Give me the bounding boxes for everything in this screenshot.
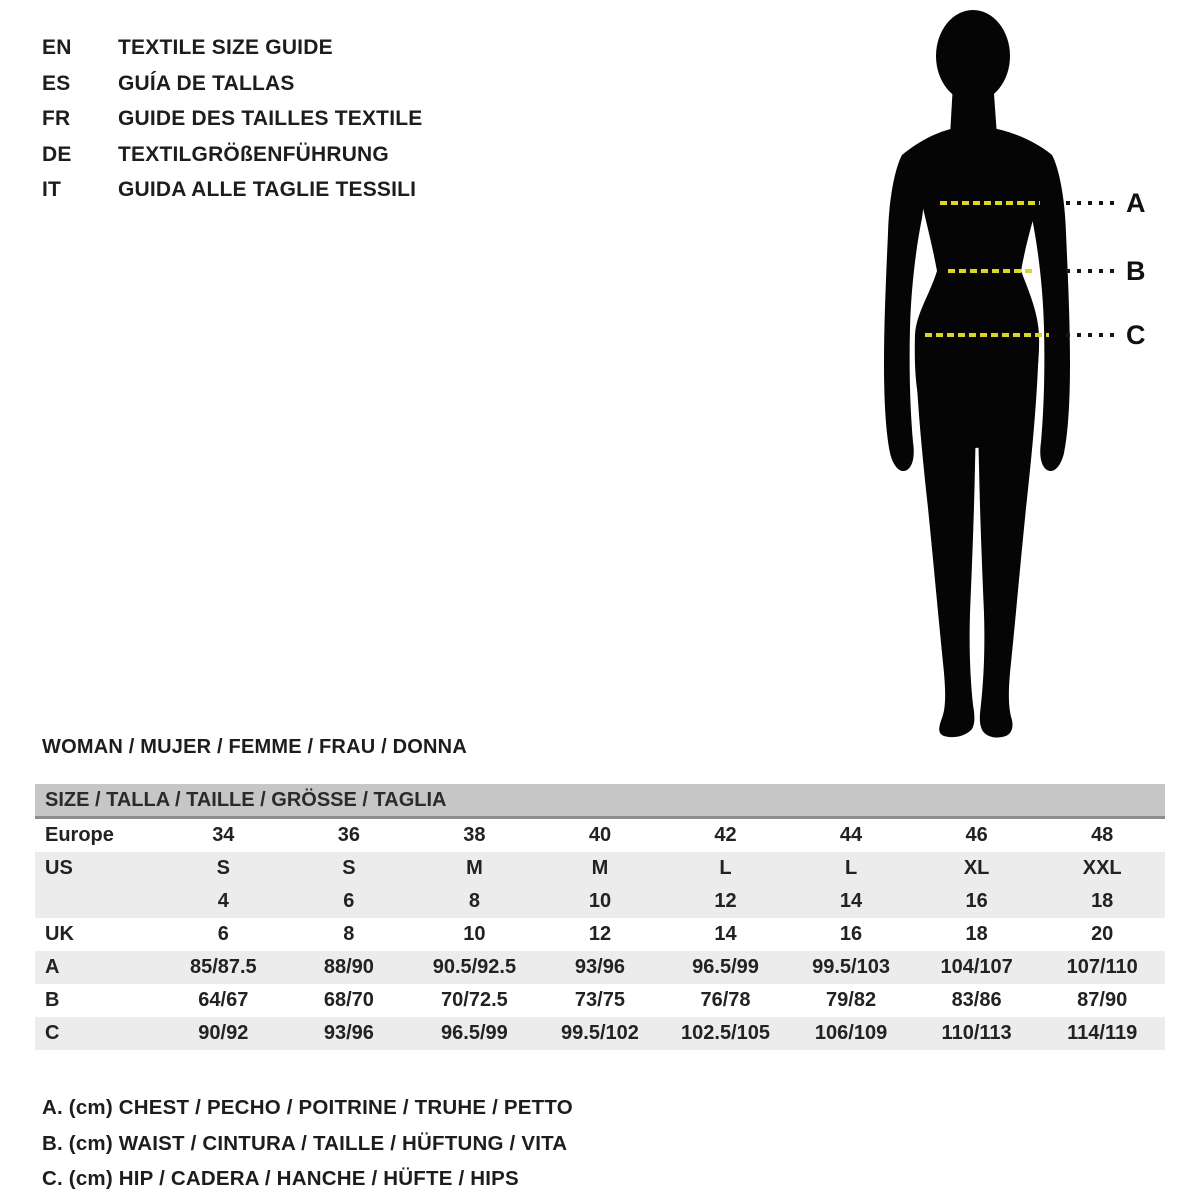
cell: 40 — [588, 824, 612, 846]
lang-title: TEXTILE SIZE GUIDE — [118, 36, 333, 59]
cell: 88/90 — [286, 951, 412, 984]
cell: 16 — [914, 885, 1040, 918]
waist-measure-line — [948, 269, 1032, 273]
cell: 73/75 — [574, 989, 625, 1011]
cell: 8 — [343, 923, 355, 945]
table-row-europe — [35, 818, 1165, 853]
cell: 99.5/102 — [537, 1017, 663, 1050]
cell: 70/72.5 — [441, 989, 508, 1011]
table-header: SIZE / TALLA / TAILLE / GRÖSSE / TAGLIA — [35, 784, 1165, 818]
hip-measure-line — [925, 333, 1049, 337]
table-row-hip — [35, 1017, 1165, 1050]
cell: 46 — [965, 824, 988, 846]
cell: 48 — [1091, 824, 1114, 846]
row-label: C — [35, 1017, 161, 1050]
cell: 14 — [788, 885, 914, 918]
cell: 20 — [1091, 923, 1114, 945]
section-title: WOMAN / MUJER / FEMME / FRAU / DONNA — [42, 736, 467, 758]
legend-hip: C. (cm) HIP / CADERA / HANCHE / HÜFTE / HIPS — [42, 1167, 519, 1190]
legend-chest: A. (cm) CHEST / PECHO / POITRINE / TRUHE / PETTO — [42, 1096, 573, 1119]
row-label: UK — [45, 923, 74, 945]
cell: 83/86 — [951, 989, 1002, 1011]
lang-row-es — [42, 66, 422, 102]
cell: 110/113 — [914, 1017, 1040, 1050]
table-row-uk — [35, 918, 1165, 951]
cell: 93/96 — [537, 951, 663, 984]
cell: 93/96 — [286, 1017, 412, 1050]
cell: 36 — [337, 824, 360, 846]
legend-waist: B. (cm) WAIST / CINTURA / TAILLE / HÜFTUNG / VITA — [42, 1131, 568, 1155]
cell: 12 — [663, 885, 789, 918]
cell: 76/78 — [700, 989, 751, 1011]
table-row-us-numbers — [35, 885, 1165, 918]
lang-row-de — [42, 137, 422, 173]
row-label: Europe — [45, 824, 114, 846]
cell: 10 — [537, 885, 663, 918]
cell: 6 — [217, 923, 229, 945]
cell: S — [286, 852, 412, 885]
lang-code: ES — [42, 71, 71, 95]
cell: 42 — [714, 824, 737, 846]
lang-title: GUIDE DES TAILLES TEXTILE — [118, 107, 423, 130]
cell: 14 — [714, 923, 737, 945]
cell: M — [537, 852, 663, 885]
cell: 18 — [965, 923, 988, 945]
waist-label: B — [1126, 256, 1146, 286]
cell: 68/70 — [323, 989, 374, 1011]
cell: XL — [914, 852, 1040, 885]
lang-code: DE — [42, 142, 72, 166]
table-header-row — [35, 784, 1165, 818]
size-table — [35, 784, 1165, 1050]
lang-code: FR — [42, 107, 71, 130]
cell: 44 — [839, 824, 863, 846]
cell: M — [412, 852, 538, 885]
measurement-legend — [42, 1090, 573, 1197]
measurement-figure — [880, 8, 1200, 748]
cell: 16 — [839, 923, 863, 945]
cell: 10 — [463, 923, 486, 945]
table-row-chest — [35, 951, 1165, 984]
cell: 6 — [286, 885, 412, 918]
row-label: US — [35, 852, 161, 885]
cell: 104/107 — [914, 951, 1040, 984]
cell: 64/67 — [198, 989, 249, 1011]
lang-code: IT — [42, 178, 62, 201]
cell: L — [663, 852, 789, 885]
table-row-us-letters — [35, 852, 1165, 885]
cell: 107/110 — [1039, 951, 1165, 984]
cell: 4 — [161, 885, 287, 918]
cell: 18 — [1039, 885, 1165, 918]
row-label — [35, 885, 161, 918]
cell: 79/82 — [826, 989, 877, 1011]
lang-title: TEXTILGRÖßENFÜHRUNG — [118, 142, 389, 166]
cell: 96.5/99 — [412, 1017, 538, 1050]
cell: S — [161, 852, 287, 885]
cell: 114/119 — [1039, 1017, 1165, 1050]
hip-label: C — [1126, 320, 1146, 350]
cell: 87/90 — [1077, 989, 1128, 1011]
woman-silhouette-icon — [880, 8, 1100, 743]
cell: 99.5/103 — [788, 951, 914, 984]
lang-row-fr — [42, 101, 422, 137]
lang-title: GUIDA ALLE TAGLIE TESSILI — [118, 178, 417, 201]
row-label: B — [45, 989, 60, 1011]
row-label: A — [35, 951, 161, 984]
cell: 8 — [412, 885, 538, 918]
cell: 12 — [588, 923, 612, 945]
cell: 38 — [463, 824, 486, 846]
cell: 96.5/99 — [663, 951, 789, 984]
cell: 85/87.5 — [161, 951, 287, 984]
chest-leader-line — [1066, 201, 1114, 205]
waist-leader-line — [1066, 269, 1114, 273]
lang-code: EN — [42, 36, 72, 59]
lang-title: GUÍA DE TALLAS — [118, 71, 295, 95]
hip-leader-line — [1066, 333, 1114, 337]
cell: 102.5/105 — [663, 1017, 789, 1050]
cell: 106/109 — [788, 1017, 914, 1050]
cell: L — [788, 852, 914, 885]
cell: 34 — [212, 824, 235, 846]
chest-measure-line — [940, 201, 1040, 205]
table-row-waist — [35, 984, 1165, 1017]
cell: XXL — [1039, 852, 1165, 885]
chest-label: A — [1126, 188, 1146, 218]
cell: 90/92 — [161, 1017, 287, 1050]
cell: 90.5/92.5 — [412, 951, 538, 984]
language-title-list — [42, 30, 422, 208]
lang-row-en — [42, 30, 422, 66]
lang-row-it — [42, 172, 422, 208]
